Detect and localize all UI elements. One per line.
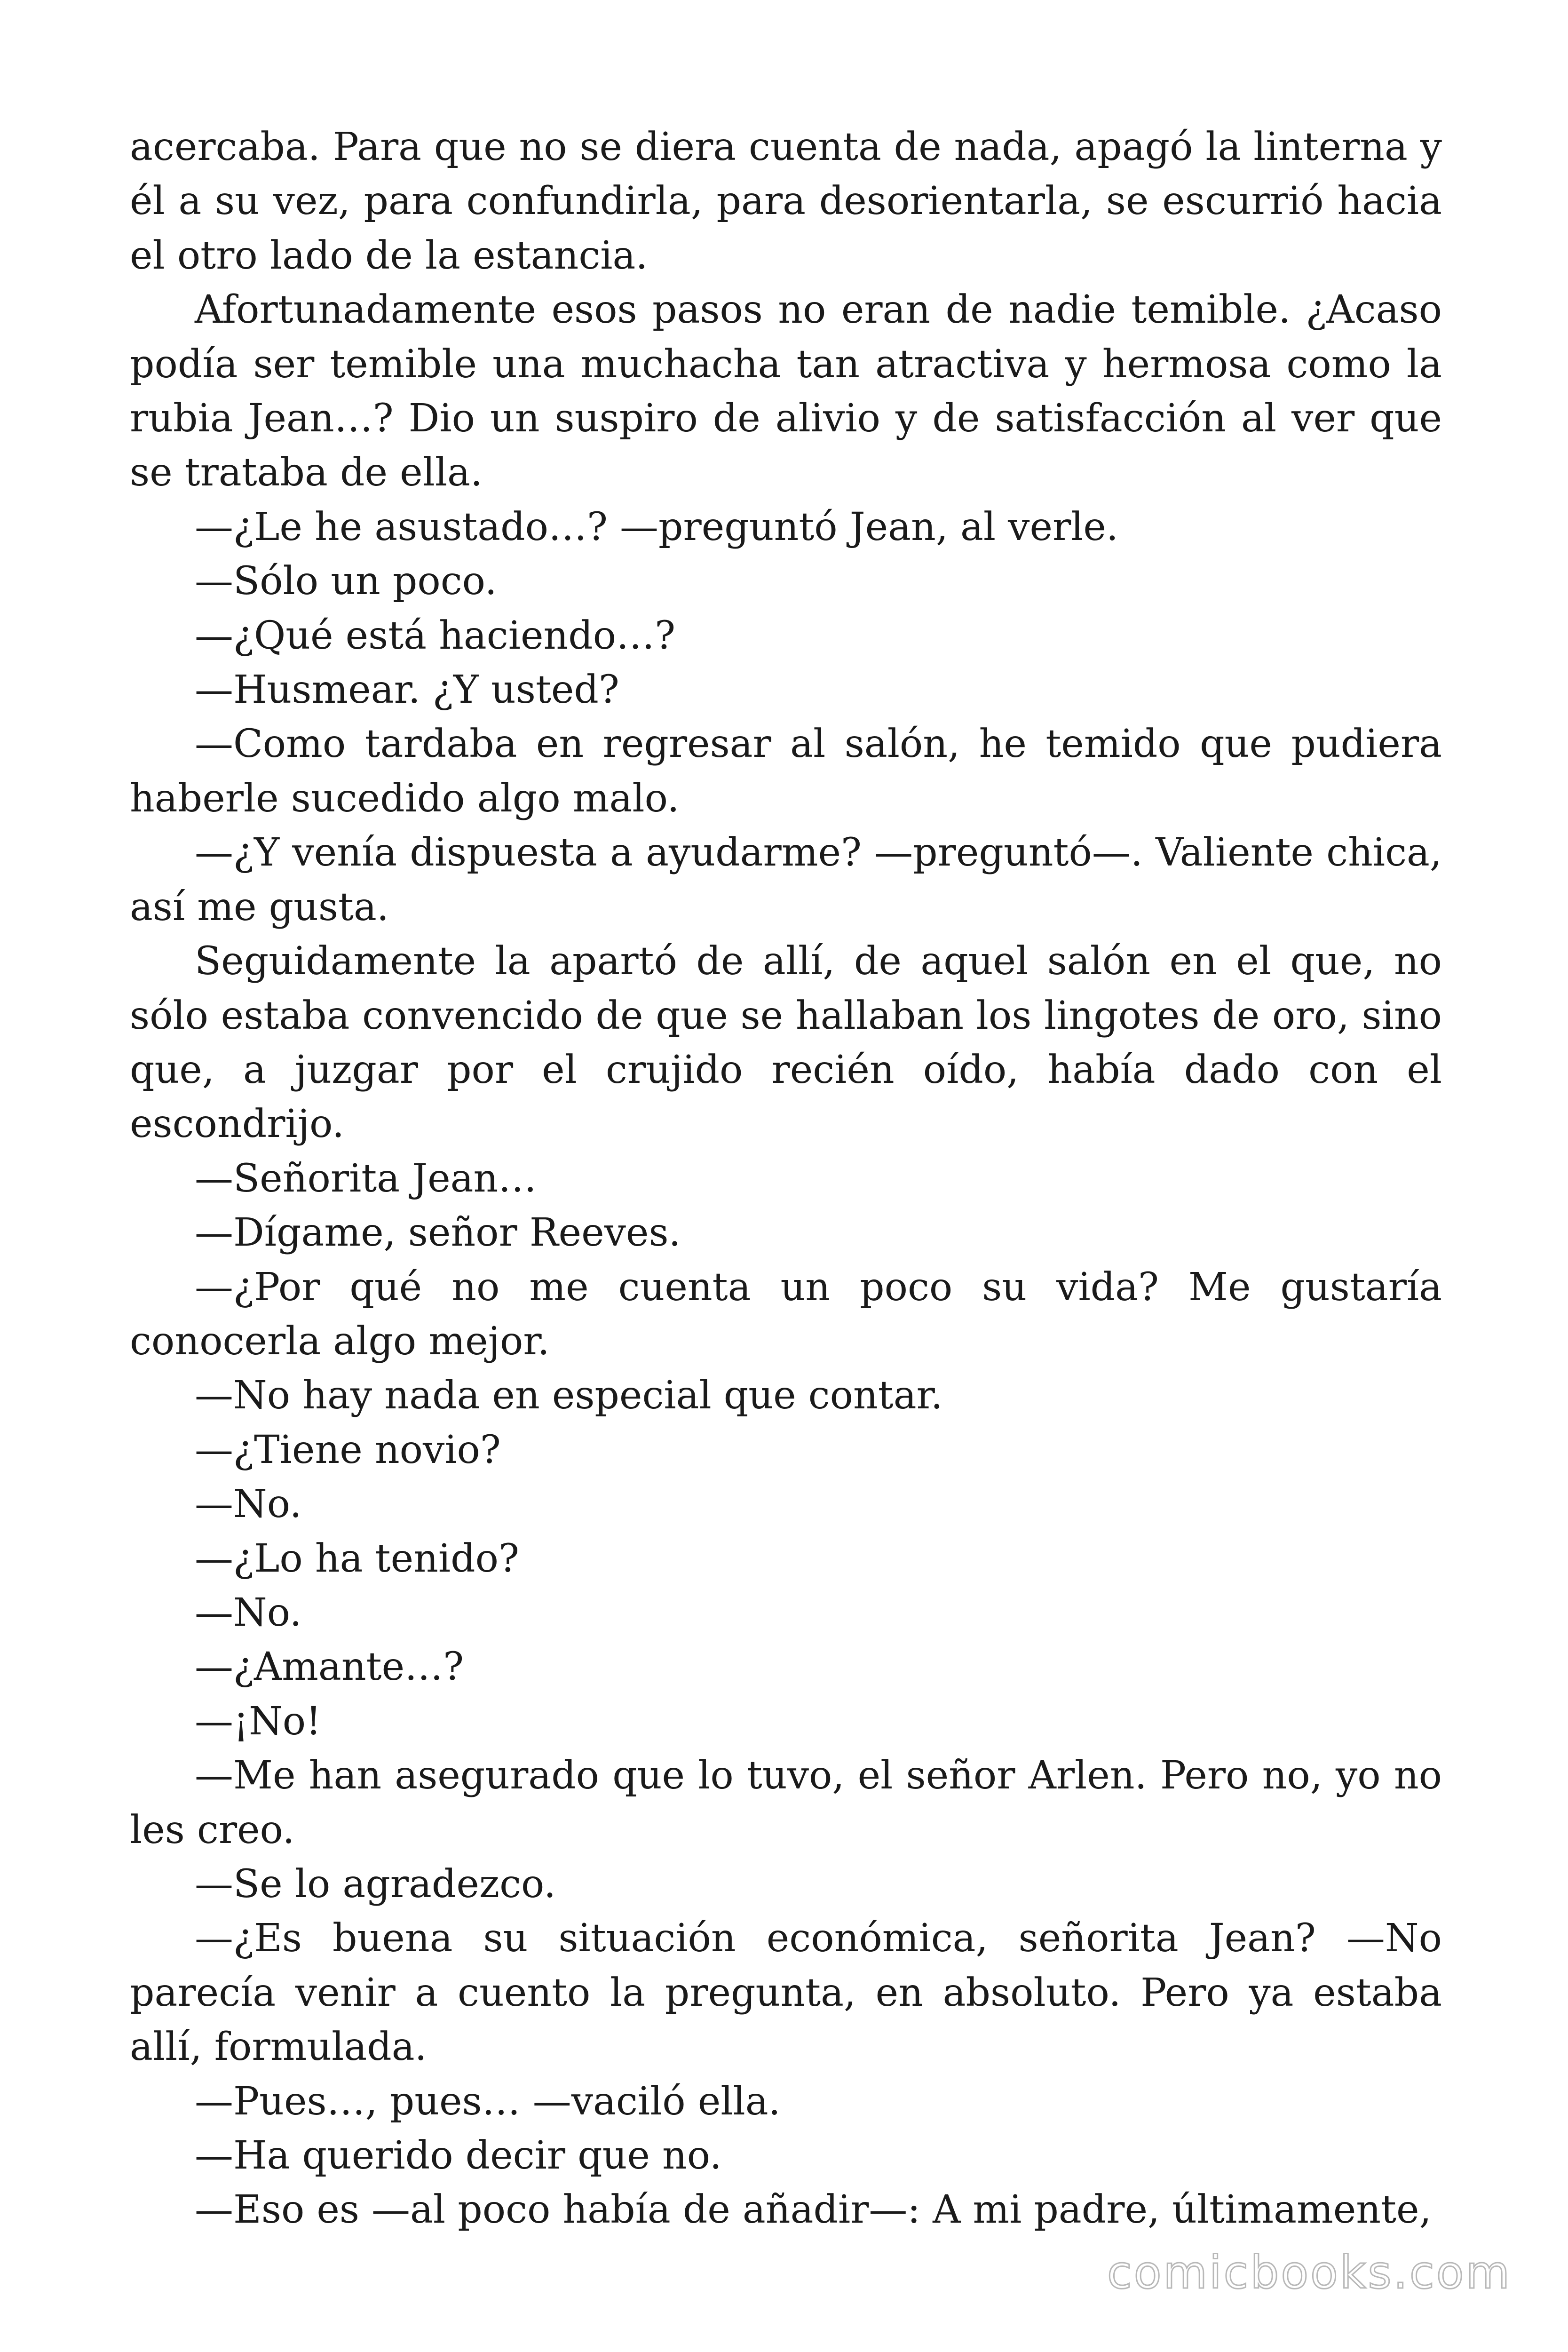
dialogue-line: —¿Tiene novio? [195,1427,501,1472]
paragraph: Afortunadamente esos pasos no eran de nadie temible. ¿Acaso podía ser temible una muchacha tan atractiva y hermosa como la rubia Jean…? Dio un suspiro de alivio y de satisfacción al ver que se trataba de ella. [130,287,1442,495]
dialogue-line: —¿Le he asustado…? —preguntó Jean, al verle. [195,504,1118,549]
dialogue-line: —¿Amante…? [195,1645,464,1690]
dialogue-line: —Pues…, pues… —vaciló ella. [195,2079,781,2124]
dialogue-line: —Señorita Jean… [195,1156,537,1201]
dialogue-line: —¡No! [195,1699,322,1744]
dialogue-line: —¿Qué está haciendo…? [195,613,676,658]
dialogue-line: —No. [195,1590,302,1635]
dialogue-line: —Como tardaba en regresar al salón, he temido que pudiera haberle sucedido algo malo. [130,722,1442,821]
dialogue-line: —¿Es buena su situación económica, señorita Jean? —No parecía venir a cuento la pregunta, en absoluto. Pero ya estaba allí, formulada. [130,1916,1442,2070]
paragraph: Seguidamente la apartó de allí, de aquel salón en el que, no sólo estaba convencido de que se hallaban los lingotes de oro, sino que, a juzgar por el crujido recién oído, había dado con el escondrijo. [130,939,1442,1147]
body-text [130,120,1442,2237]
watermark: comicbooks.com [1107,2246,1512,2299]
dialogue-line: —Husmear. ¿Y usted? [195,667,619,713]
dialogue-line: —Dígame, señor Reeves. [195,1210,681,1255]
paragraph: acercaba. Para que no se diera cuenta de nada, apagó la linterna y él a su vez, para confundirla, para desorientarla, se escurrió hacia el otro lado de la estancia. [130,125,1442,278]
dialogue-line: —Sólo un poco. [195,559,497,604]
dialogue-line: —¿Lo ha tenido? [195,1536,519,1581]
dialogue-line: —Se lo agradezco. [195,1862,556,1907]
dialogue-line: —Me han asegurado que lo tuvo, el señor Arlen. Pero no, yo no les creo. [130,1753,1442,1852]
dialogue-line: —¿Por qué no me cuenta un poco su vida? Me gustaría conocerla algo mejor. [130,1264,1442,1364]
dialogue-line: —No. [195,1482,302,1527]
dialogue-line: —Eso es —al poco había de añadir—: A mi padre, últimamente, [195,2187,1432,2233]
dialogue-line: —No hay nada en especial que contar. [195,1373,943,1418]
dialogue-line: —Ha querido decir que no. [195,2133,722,2178]
dialogue-line: —¿Y venía dispuesta a ayudarme? —preguntó—. Valiente chica, así me gusta. [130,830,1442,930]
